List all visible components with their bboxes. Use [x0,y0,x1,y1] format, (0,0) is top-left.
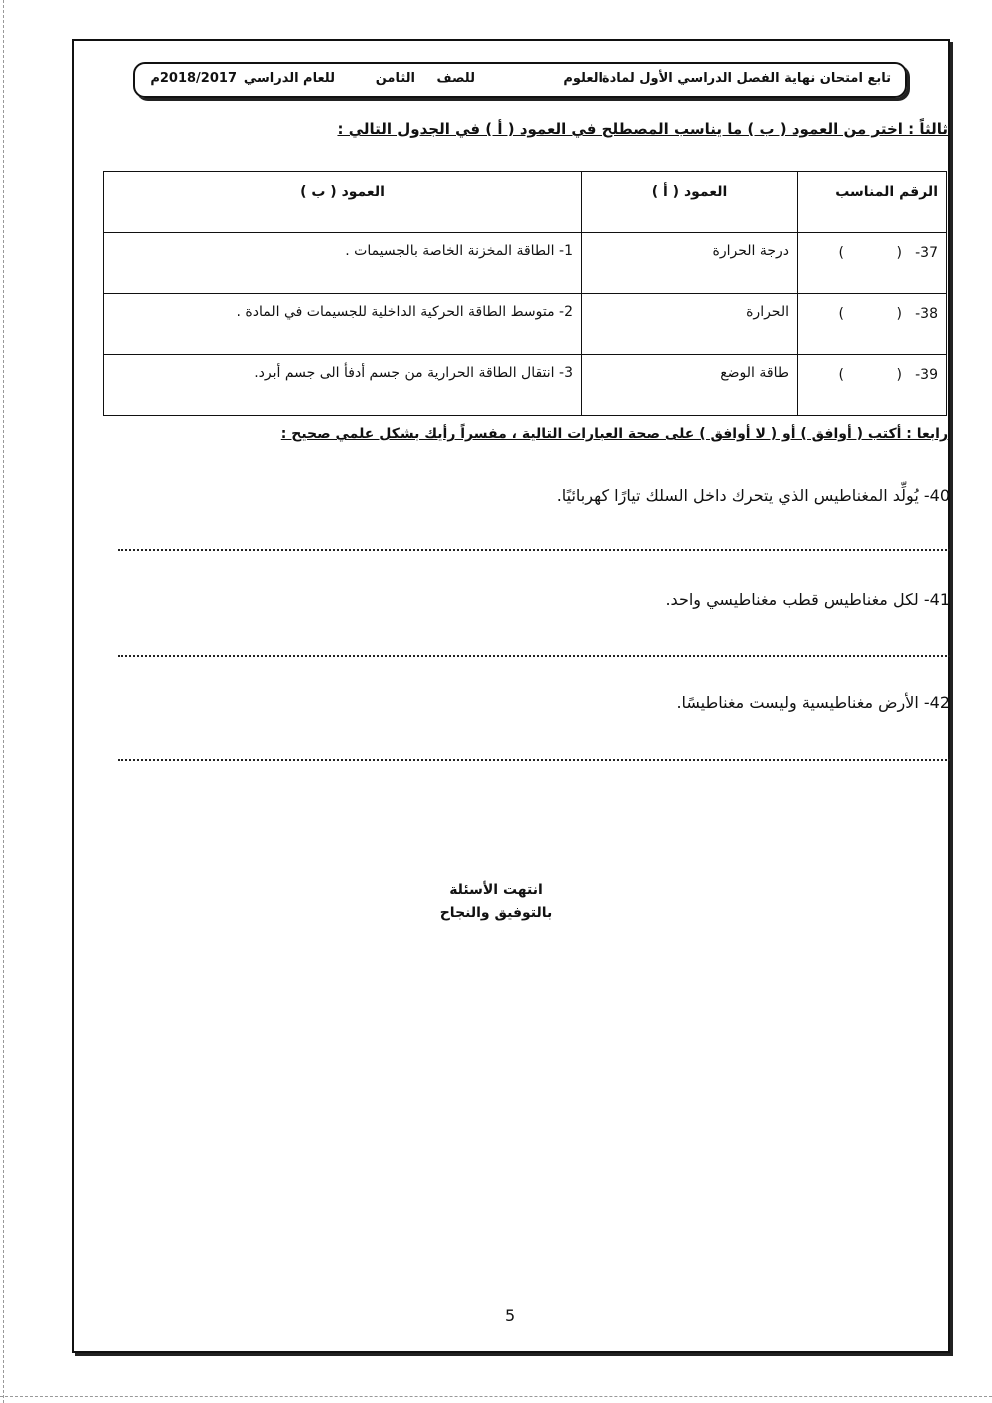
term-cell: الحرارة [582,294,798,355]
header-year: 2018/2017م [150,71,237,86]
closing-line-end: انتهت الأسئلة [449,882,543,898]
question-40: 40- يُولِّد المغناطيس الذي يتحرك داخل السلك تيارًا كهربائيًا. [556,486,950,505]
answer-slot-39[interactable] [798,355,947,416]
header-grade: الثامن [375,71,415,86]
answer-line-40[interactable] [118,549,950,551]
definition-cell: 2- متوسط الطاقة الحركية الداخلية للجسيمات في المادة . [104,294,582,355]
header-column-a: العمود ( أ ) [582,172,798,233]
table-row [104,233,947,294]
header-year-label: للعام الدراسي [243,71,335,86]
section3-heading: ثالثاً : اختر من العمود ( ب ) ما يناسب المصطلح في العمود ( أ ) في الجدول التالي : [337,120,948,138]
exam-header [133,62,907,98]
header-column-b: العمود ( ب ) [104,172,582,233]
scan-edge-left [3,0,4,1403]
header-title: تابع امتحان نهاية الفصل الدراسي الأول لمادة [601,71,891,86]
header-number: الرقم المناسب [798,172,947,233]
closing-line-wishes: بالتوفيق والنجاح [439,905,553,921]
definition-cell: 1- الطاقة المخزنة الخاصة بالجسيمات . [104,233,582,294]
question-42: 42- الأرض مغناطيسية وليست مغناطيسًا. [676,693,950,712]
header-subject: العلوم [563,71,603,86]
question-number: 38- [915,306,938,322]
answer-line-42[interactable] [118,759,950,761]
section4-heading: رابعا : أكتب ( أوافق ) أو ( لا أوافق ) على صحة العبارات التالية ، مفسراً رأيك بشكل علمي صحيح : [280,426,948,442]
paren-open: ( [896,367,902,383]
definition-cell: 3- انتقال الطاقة الحرارية من جسم أدفأ الى جسم أبرد. [104,355,582,416]
scan-edge-bottom [0,1396,992,1397]
matching-table [103,171,947,416]
answer-slot-37[interactable] [798,233,947,294]
page-number: 5 [505,1306,516,1325]
question-number: 39- [915,367,938,383]
term-cell: طاقة الوضع [582,355,798,416]
answer-slot-38[interactable] [798,294,947,355]
paren-open: ( [896,245,902,261]
table-row [104,294,947,355]
table-header-row [104,172,947,233]
question-41: 41- لكل مغناطيس قطب مغناطيسي واحد. [665,590,950,609]
header-grade-label: للصف [436,71,475,86]
paren-close: ) [838,306,844,322]
question-number: 37- [915,245,938,261]
term-cell: درجة الحرارة [582,233,798,294]
paren-open: ( [896,306,902,322]
paren-close: ) [838,245,844,261]
paren-close: ) [838,367,844,383]
table-row [104,355,947,416]
answer-line-41[interactable] [118,655,950,657]
